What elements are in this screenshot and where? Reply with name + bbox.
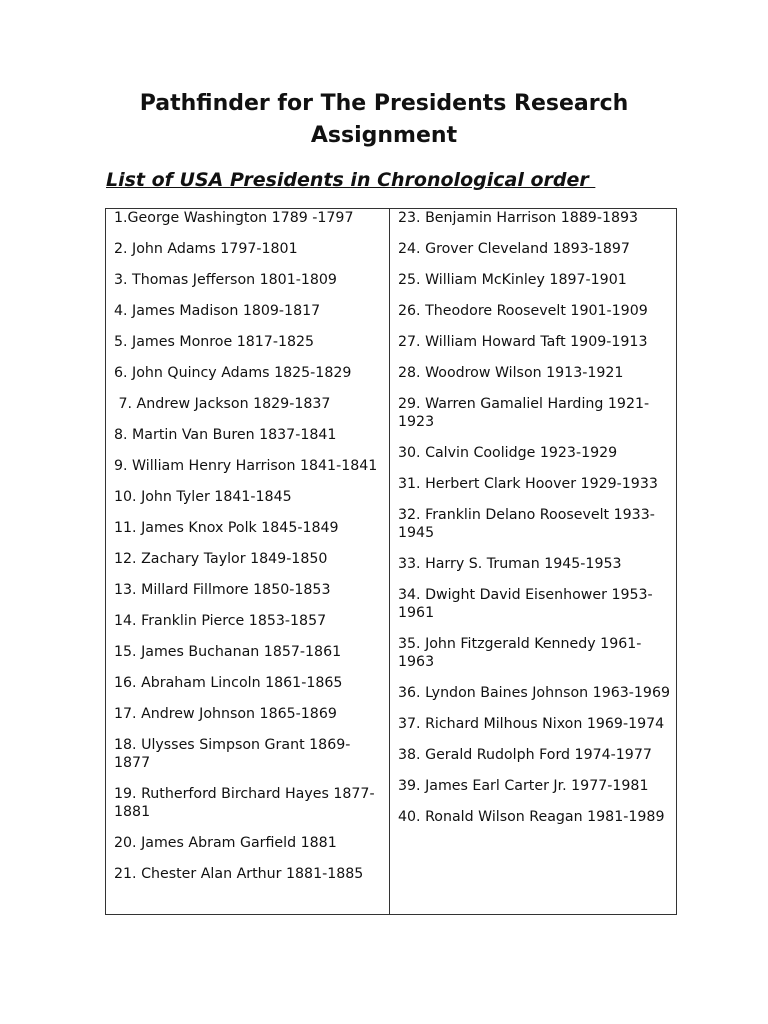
president-entry: 40. Ronald Wilson Reagan 1981-1989 xyxy=(398,809,665,825)
president-entry: 28. Woodrow Wilson 1913-1921 xyxy=(398,365,624,381)
president-entry: 24. Grover Cleveland 1893-1897 xyxy=(398,241,630,257)
president-entry: 29. Warren Gamaliel Harding 1921-1923 xyxy=(398,396,650,430)
president-entry: 5. James Monroe 1817-1825 xyxy=(114,334,315,350)
president-entry: 19. Rutherford Birchard Hayes 1877-1881 xyxy=(114,786,375,820)
president-entry: 31. Herbert Clark Hoover 1929-1933 xyxy=(398,476,658,492)
president-entry: 14. Franklin Pierce 1853-1857 xyxy=(114,613,327,629)
president-entry: 3. Thomas Jefferson 1801-1809 xyxy=(114,272,337,288)
president-entry: 17. Andrew Johnson 1865-1869 xyxy=(114,706,337,722)
president-entry: 34. Dwight David Eisenhower 1953-1961 xyxy=(398,587,653,621)
list-heading: List of USA Presidents in Chronological order xyxy=(106,169,596,191)
president-entry: 32. Franklin Delano Roosevelt 1933-1945 xyxy=(398,507,655,541)
president-entry: 38. Gerald Rudolph Ford 1974-1977 xyxy=(398,747,652,763)
president-entry: 36. Lyndon Baines Johnson 1963-1969 xyxy=(398,685,670,701)
president-entry: 33. Harry S. Truman 1945-1953 xyxy=(398,556,622,572)
president-entry: 12. Zachary Taylor 1849-1850 xyxy=(114,551,328,567)
president-entry: 16. Abraham Lincoln 1861-1865 xyxy=(114,675,343,691)
president-entry: 30. Calvin Coolidge 1923-1929 xyxy=(398,445,618,461)
president-entry: 9. William Henry Harrison 1841-1841 xyxy=(114,458,378,474)
president-entry: 2. John Adams 1797-1801 xyxy=(114,241,298,257)
president-entry: 25. William McKinley 1897-1901 xyxy=(398,272,627,288)
president-entry: 6. John Quincy Adams 1825-1829 xyxy=(114,365,352,381)
president-entry: 11. James Knox Polk 1845-1849 xyxy=(114,520,339,536)
president-entry: 15. James Buchanan 1857-1861 xyxy=(114,644,342,660)
presidents-column-left xyxy=(106,209,390,914)
president-entry: 18. Ulysses Simpson Grant 1869-1877 xyxy=(114,737,351,771)
president-entry: 13. Millard Fillmore 1850-1853 xyxy=(114,582,331,598)
president-entry: 7. Andrew Jackson 1829-1837 xyxy=(114,396,331,412)
president-entry: 39. James Earl Carter Jr. 1977-1981 xyxy=(398,778,649,794)
page-title: Pathfinder for The Presidents Research Assignment xyxy=(139,91,629,148)
presidents-table xyxy=(105,208,677,915)
president-entry: 26. Theodore Roosevelt 1901-1909 xyxy=(398,303,648,319)
president-entry: 37. Richard Milhous Nixon 1969-1974 xyxy=(398,716,665,732)
president-entry: 23. Benjamin Harrison 1889-1893 xyxy=(398,210,639,226)
president-entry: 35. John Fitzgerald Kennedy 1961-1963 xyxy=(398,636,642,670)
presidents-column-right xyxy=(390,209,676,914)
president-entry: 4. James Madison 1809-1817 xyxy=(114,303,321,319)
president-entry: 21. Chester Alan Arthur 1881-1885 xyxy=(114,866,364,882)
president-entry: 1.George Washington 1789 -1797 xyxy=(114,210,354,226)
president-entry: 20. James Abram Garfield 1881 xyxy=(114,835,337,851)
president-entry: 8. Martin Van Buren 1837-1841 xyxy=(114,427,337,443)
president-entry: 10. John Tyler 1841-1845 xyxy=(114,489,292,505)
president-entry: 27. William Howard Taft 1909-1913 xyxy=(398,334,648,350)
